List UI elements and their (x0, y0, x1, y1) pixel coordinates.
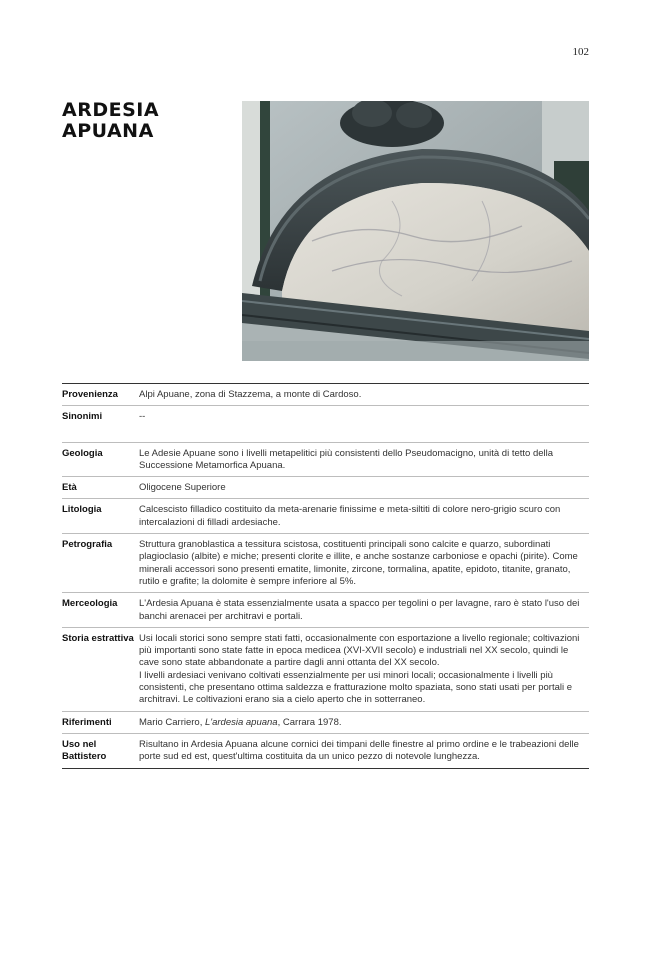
row-value: Risultano in Ardesia Apuana alcune cornici dei timpani delle finestre al primo ordine e le trabeazioni delle porte sud ed est, quest'ultima costituita da un unico pezzo di notevole lunghezza. (139, 733, 589, 768)
row-label: Riferimenti (62, 711, 139, 733)
row-value: Oligocene Superiore (139, 477, 589, 499)
row-label: Storia estrattiva (62, 627, 139, 711)
paragraph: I livelli ardesiaci venivano coltivati essenzialmente per usi minori locali; occasionalmente i livelli più consistenti, che presentano ottima saldezza e fratturazione molto spaziata, sono stati usati per portali e architravi. Le coltivazioni erano sia a cielo aperto che in sotterraneo. (139, 669, 573, 706)
row-label: Provenienza (62, 389, 118, 400)
table-row-uso (62, 733, 589, 768)
title-line-1: ARDESIA (62, 99, 160, 121)
reference-rest: , Carrara 1978. (277, 716, 342, 728)
row-label: Litologia (62, 499, 139, 534)
stone-photo (242, 101, 589, 361)
reference-author: Mario Carriero, (139, 716, 205, 728)
reference-title: L'ardesia apuana (205, 716, 278, 728)
table-row-eta (62, 477, 589, 499)
table-row-litologia (62, 499, 589, 534)
row-value: Alpi Apuane, zona di Stazzema, a monte di Cardoso. (139, 389, 362, 400)
table-row-geologia (62, 442, 589, 477)
page-title (62, 100, 159, 142)
stone-data-table (62, 383, 589, 769)
row-label: Merceologia (62, 593, 139, 628)
table-row-provenienza (62, 384, 589, 406)
row-label: Uso nel Battistero (62, 733, 139, 768)
page-number: 102 (572, 46, 589, 58)
row-value: Struttura granoblastica a tessitura scistosa, costituenti principali sono calcite e quarzo, subordinati plagioclasio (albite) e miche; presenti clorite e illite, e anche sostanze carboniose e opachi (pirite). Come minerali accessori sono presenti ematite, limonite, zircone, tormalina, apatite, epidoto, titanite, granato, rutilo e grafite; la dolomite è sempre inferiore al 5%. (139, 534, 589, 593)
row-value: L'Ardesia Apuana è stata essenzialmente usata a spacco per tegolini o per lavagne, raro è stato l'uso dei banchi arenacei per architravi e portali. (139, 593, 589, 628)
row-label: Petrografia (62, 534, 139, 593)
row-label: Sinonimi (62, 406, 139, 442)
table-row-riferimenti (62, 711, 589, 733)
title-line-2: APUANA (62, 120, 154, 142)
row-value (139, 711, 589, 733)
table-row-storia (62, 627, 589, 711)
row-value: Calcescisto filladico costituito da meta-arenarie finissime e meta-siltiti di colore nero-grigio scuro con intercalazioni di filladi ardesiache. (139, 499, 589, 534)
row-label: Geologia (62, 442, 139, 477)
row-label: Età (62, 477, 139, 499)
table-row-petrografia (62, 534, 589, 593)
table-row-sinonimi (62, 406, 589, 442)
table-row-merceologia (62, 593, 589, 628)
lunette-pediment-illustration (242, 101, 589, 361)
row-value: Le Adesie Apuane sono i livelli metapelitici più consistenti dello Pseudomacigno, unità di tetto della Successione Metamorfica Apuana. (139, 442, 589, 477)
row-value: -- (139, 406, 589, 442)
row-value (139, 627, 589, 711)
paragraph: Usi locali storici sono sempre stati fatti, occasionalmente con esportazione a livello regionale; coltivazioni più importanti sono state fatte in epoca medicea (XVI-XVII secolo) e industriali nel XX secolo, quindi le cave sono state abbandonate a partire dagli anni ottanta del XX secolo. (139, 632, 580, 669)
